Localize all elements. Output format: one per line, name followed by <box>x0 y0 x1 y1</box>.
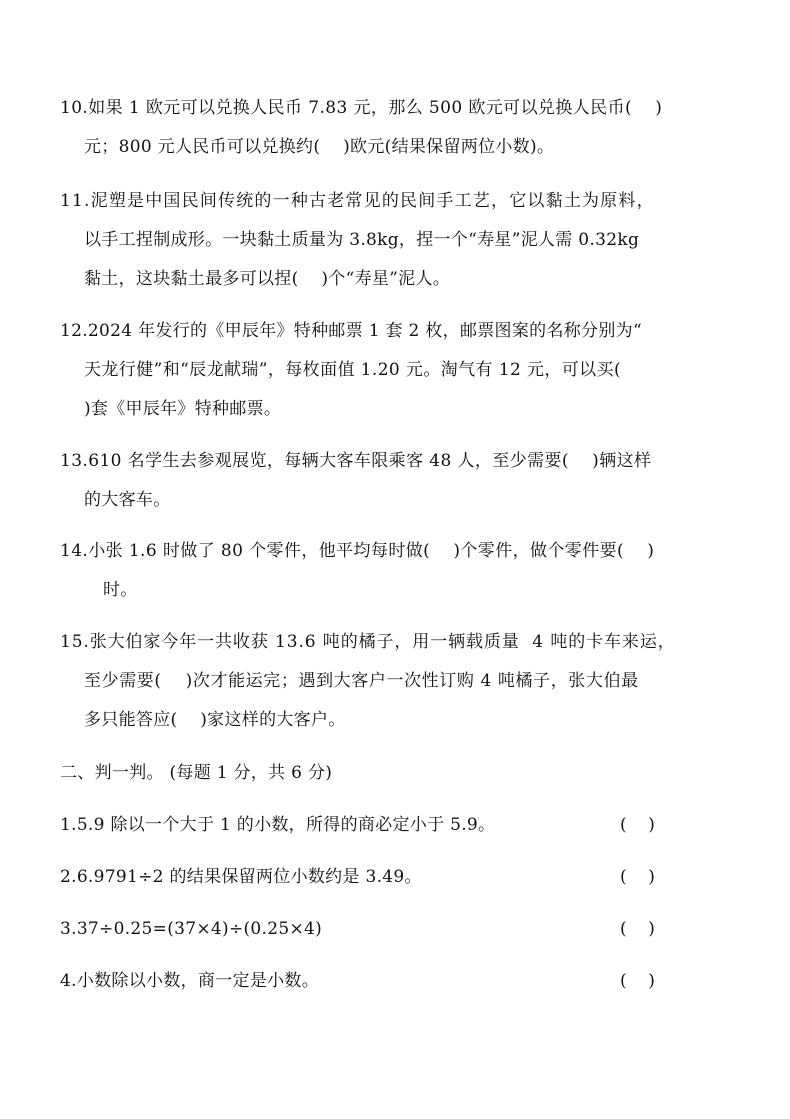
judge-answer-blank-2: ( ) <box>620 867 655 887</box>
q11-line-2: 以手工捏制成形。一块黏土质量为 3.8kg，捏一个“寿星”泥人需 0.32kg <box>84 230 640 250</box>
q14-line-1: 14.小张 1.6 时做了 80 个零件，他平均每时做( )个零件，做个零件要( ) <box>60 541 655 561</box>
judge-item-1: 1.5.9 除以一个大于 1 的小数，所得的商必定小于 5.9。 <box>60 815 496 835</box>
judge-answer-blank-1: ( ) <box>620 815 655 835</box>
q10-line-1: 10.如果 1 欧元可以兑换人民币 7.83 元，那么 500 欧元可以兑换人民币( ) <box>60 98 663 118</box>
judge-item-3: 3.37÷0.25=(37×4)÷(0.25×4) <box>60 919 323 939</box>
q12-line-2: 天龙行健”和“辰龙献瑞”，每枚面值 1.20 元。淘气有 12 元，可以买( <box>84 360 622 380</box>
q13-line-2: 的大客车。 <box>84 490 171 510</box>
q11-line-3: 黏土，这块黏土最多可以捏( )个“寿星”泥人。 <box>84 269 451 289</box>
q11-line-1: 11.泥塑是中国民间传统的一种古老常见的民间手工艺，它以黏土为原料， <box>60 191 655 211</box>
judge-item-4: 4.小数除以小数，商一定是小数。 <box>60 971 320 991</box>
section-heading-judge: 二、判一判。 (每题 1 分，共 6 分) <box>60 763 333 783</box>
q15-line-3: 多只能答应( )家这样的大客户。 <box>84 710 346 730</box>
q10-line-2: 元；800 元人民币可以兑换约( )欧元(结果保留两位小数)。 <box>84 137 555 157</box>
q12-line-3: )套《甲辰年》特种邮票。 <box>84 399 282 419</box>
judge-answer-blank-3: ( ) <box>620 919 655 939</box>
q14-line-2: 时。 <box>103 580 138 600</box>
judge-item-2: 2.6.9791÷2 的结果保留两位小数约是 3.49。 <box>60 867 422 887</box>
q13-line-1: 13.610 名学生去参观展览，每辆大客车限乘客 48 人，至少需要( )辆这样 <box>60 451 652 471</box>
q12-line-1: 12.2024 年发行的《甲辰年》特种邮票 1 套 2 枚，邮票图案的名称分别为“ <box>60 321 642 341</box>
q15-line-1: 15.张大伯家今年一共收获 13.6 吨的橘子，用一辆载质量 4 吨的卡车来运， <box>60 632 676 652</box>
judge-answer-blank-4: ( ) <box>620 971 655 991</box>
q15-line-2: 至少需要( )次才能运完；遇到大客户一次性订购 4 吨橘子，张大伯最 <box>84 671 639 691</box>
